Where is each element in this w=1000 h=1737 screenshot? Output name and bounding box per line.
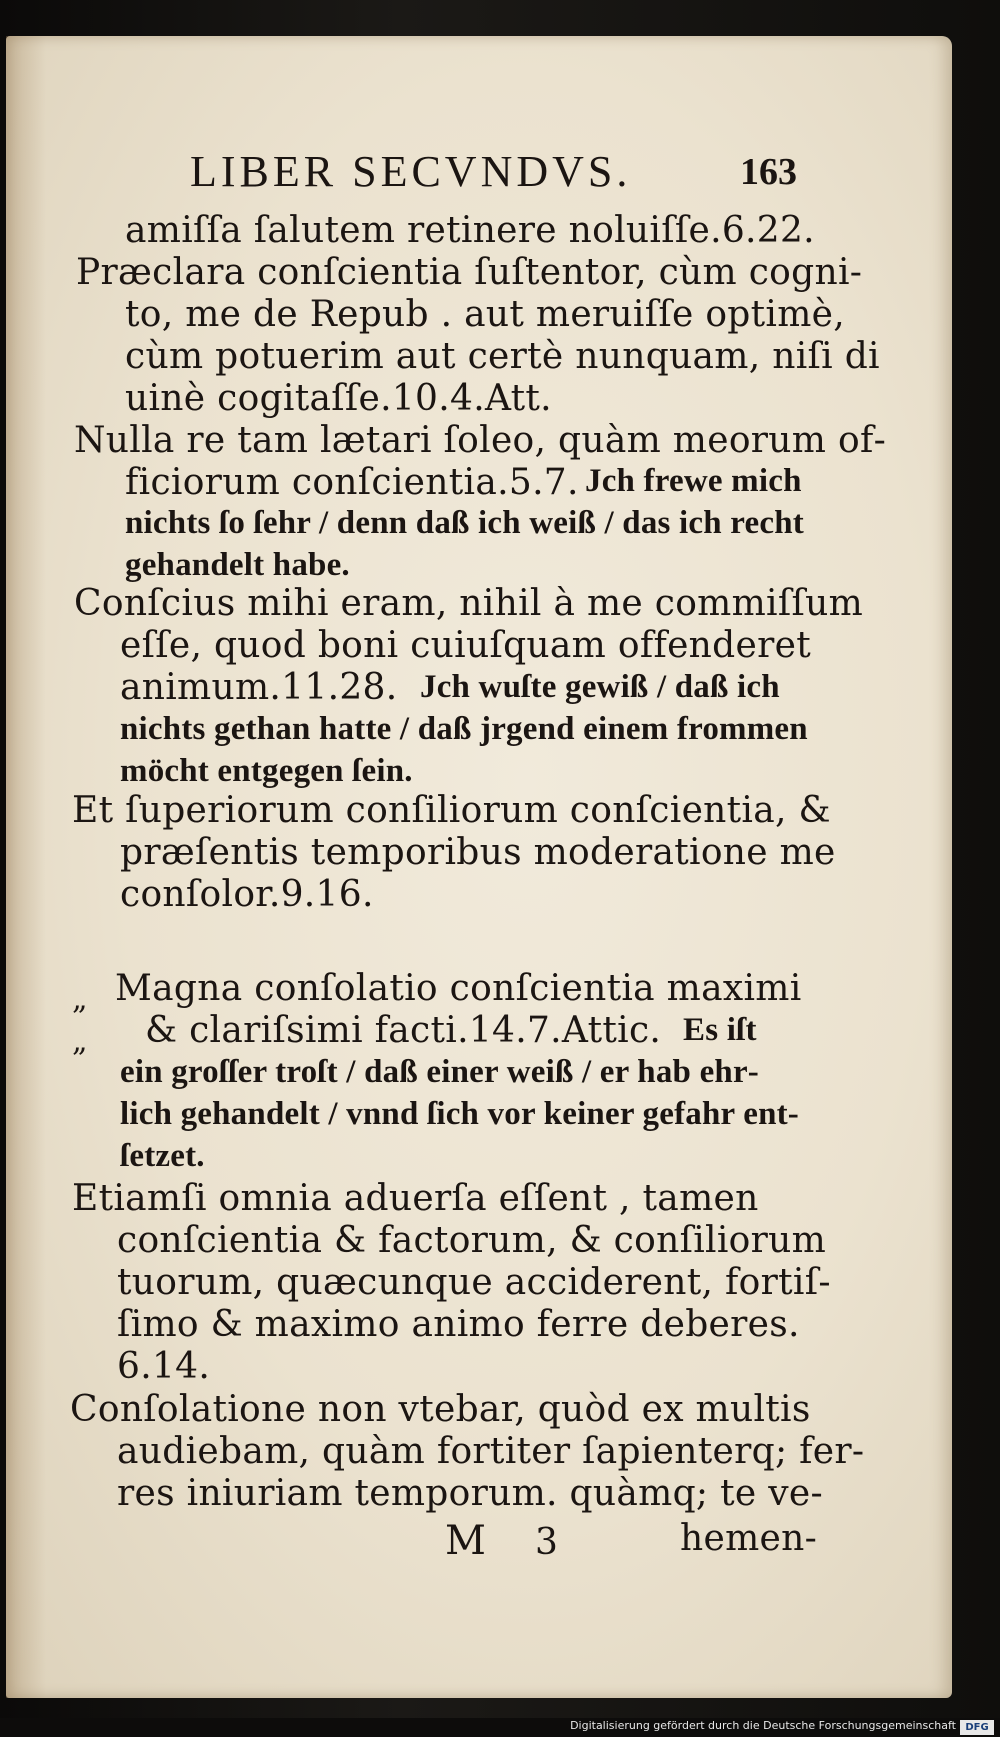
text-line: Præclara conſcientia ſuſtentor, cùm cogni‐ — [76, 252, 863, 293]
text-line: Et ſuperiorum conſiliorum conſcientia, & — [72, 790, 831, 831]
text-line: & clariſsimi facti.14.7.Attic. — [145, 1010, 662, 1051]
german-text-line: Jch frewe mich — [585, 463, 802, 499]
signature-mark: M — [445, 1518, 487, 1564]
text-line: præſentis temporibus moderatione me — [120, 832, 836, 873]
text-line: ſimo & maximo animo ferre deberes. — [117, 1304, 800, 1345]
text-line: ficiorum conſcientia.5.7. — [125, 462, 579, 503]
dfg-logo: DFG — [960, 1720, 994, 1735]
text-line: Conſolatione non vtebar, quòd ex multis — [70, 1389, 811, 1430]
german-text-line: Jch wuſte gewiß / daß ich — [420, 669, 780, 705]
text-line: to, me de Repub . aut meruiſſe optimè, — [125, 294, 846, 335]
german-text-line: ein groſſer troſt / daß einer weiß / er hab ehr‐ — [120, 1054, 760, 1090]
digitization-credit: Digitalisierung gefördert durch die Deutsche Forschungsgemeinschaft — [570, 1719, 956, 1732]
text-line: Magna conſolatio conſcientia maximi — [115, 968, 802, 1009]
quote-mark: „ — [72, 982, 88, 1017]
text-line: eſſe, quod boni cuiuſquam offenderet — [120, 625, 811, 666]
text-line: tuorum, quæcunque acciderent, fortiſ‐ — [117, 1262, 831, 1303]
text-line: 6.14. — [117, 1346, 211, 1387]
german-text-line: nichts ſo ſehr / denn daß ich weiß / das ich recht — [125, 505, 804, 541]
text-line: res iniuriam temporum. quàmq; te ve‐ — [117, 1473, 823, 1514]
page-number: 163 — [740, 151, 797, 193]
german-text-line: gehandelt habe. — [125, 547, 350, 583]
text-line: amiſſa ſalutem retinere noluiſſe.6.22. — [125, 210, 815, 251]
text-line: conſcientia & factorum, & conſiliorum — [117, 1220, 827, 1261]
text-line: animum.11.28. — [120, 667, 398, 708]
text-line: Conſcius mihi eram, nihil à me commiſſum — [74, 583, 864, 624]
german-text-line: nichts gethan hatte / daß jrgend einem frommen — [120, 711, 808, 747]
catchword: hemen‐ — [680, 1518, 818, 1559]
text-line: Etiamſi omnia aduerſa eſſent , tamen — [72, 1178, 759, 1219]
german-text-line: lich gehandelt / vnnd ſich vor keiner gefahr ent‐ — [120, 1096, 800, 1132]
text-line: uinè cogitaſſe.10.4.Att. — [125, 378, 552, 419]
text-line: audiebam, quàm fortiter ſapienterq; fer‐ — [117, 1431, 865, 1472]
quote-mark: „ — [72, 1024, 88, 1059]
text-line: conſolor.9.16. — [120, 874, 374, 915]
german-text-line: ſetzet. — [120, 1138, 205, 1174]
german-text-line: möcht entgegen ſein. — [120, 753, 413, 789]
text-line: Nulla re tam lætari ſoleo, quàm meorum of‐ — [74, 420, 887, 461]
german-text-line: Es iſt — [683, 1012, 757, 1048]
running-title: LIBER SECVNDVS. — [190, 147, 632, 196]
text-line: cùm potuerim aut certè nunquam, niſi di — [125, 336, 880, 377]
signature-number: 3 — [535, 1522, 559, 1563]
page-gutter-shadow — [6, 36, 46, 1698]
